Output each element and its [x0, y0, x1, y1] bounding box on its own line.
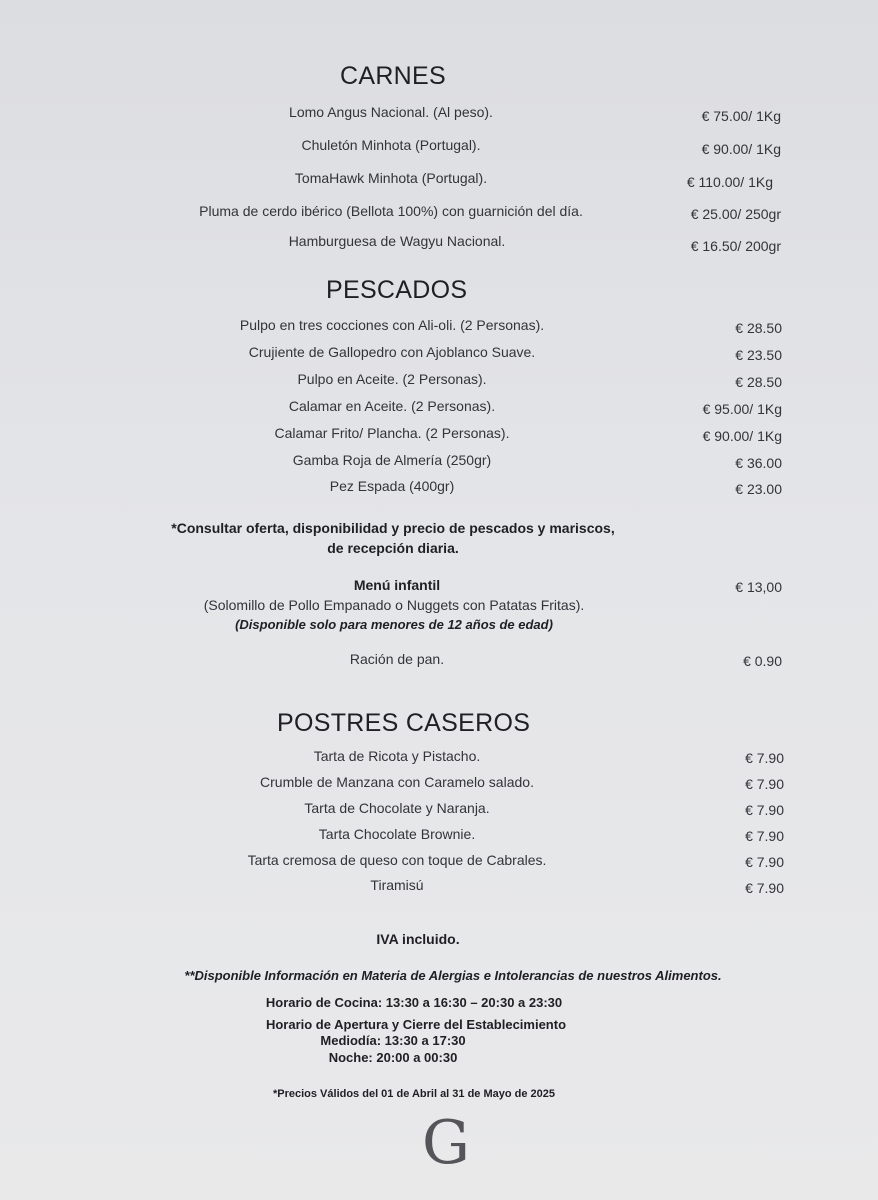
menu-item-name: Crumble de Manzana con Caramelo salado. — [260, 774, 534, 790]
menu-item-price: € 7.90 — [745, 750, 784, 766]
menu-item-price: € 90.00/ 1Kg — [702, 428, 782, 444]
validez-precios: *Precios Válidos del 01 de Abril al 31 de Mayo de 2025 — [272, 1088, 556, 1100]
menu-item-price: € 25.00/ 250gr — [690, 206, 781, 222]
menu-item-name: Tarta de Ricota y Pistacho. — [313, 748, 481, 764]
menu-item-name: Tarta de Chocolate y Naranja. — [304, 800, 490, 816]
menu-item-name: Tarta cremosa de queso con toque de Cabrales. — [247, 852, 547, 868]
menu-item-name: Crujiente de Gallopedro con Ajoblanco Suave. — [248, 344, 536, 360]
menu-item-price: € 28.50 — [735, 320, 782, 336]
menu-item-price: € 95.00/ 1Kg — [702, 401, 782, 417]
menu-item-name: Calamar en Aceite. (2 Personas). — [288, 398, 496, 414]
horario-apertura: Horario de Apertura y Cierre del Establecimiento — [265, 1017, 567, 1032]
menu-item-price: € 0.90 — [743, 653, 782, 669]
menu-item-price: € 28.50 — [735, 374, 782, 390]
menu-infantil-price: € 13,00 — [735, 579, 782, 595]
section-title-postres: POSTRES CASEROS — [277, 709, 531, 737]
menu-item-price: € 7.90 — [745, 880, 784, 896]
menu-item-price: € 23.50 — [735, 347, 782, 363]
horario-cocina: Horario de Cocina: 13:30 a 16:30 – 20:30 a 23:30 — [265, 995, 563, 1010]
menu-item-price: € 7.90 — [745, 854, 784, 870]
horario-mediodia: Mediodía: 13:30 a 17:30 — [320, 1033, 466, 1048]
menu-item-price: € 7.90 — [745, 802, 784, 818]
menu-infantil-description: (Solomillo de Pollo Empanado o Nuggets con Patatas Fritas). — [203, 597, 585, 613]
menu-item-price: € 110.00/ 1Kg — [686, 174, 773, 190]
menu-item-name: Gamba Roja de Almería (250gr) — [292, 452, 492, 468]
menu-item-name: Pez Espada (400gr) — [329, 478, 455, 494]
section-title-pescados: PESCADOS — [326, 276, 468, 304]
menu-item-name: Tiramisú — [370, 877, 424, 893]
menu-item-name: Pluma de cerdo ibérico (Bellota 100%) con guarnición del día. — [199, 203, 583, 219]
menu-item-price: € 36.00 — [735, 455, 782, 471]
menu-item-name: Hamburguesa de Wagyu Nacional. — [288, 233, 506, 249]
menu-item-price: € 75.00/ 1Kg — [701, 108, 781, 124]
menu-item-name: Ración de pan. — [349, 651, 445, 667]
consultar-note-line1: *Consultar oferta, disponibilidad y precio de pescados y mariscos, — [171, 520, 615, 536]
menu-item-name: Pulpo en tres cocciones con Ali-oli. (2 Personas). — [239, 317, 545, 333]
menu-item-price: € 7.90 — [745, 828, 784, 844]
menu-item-price: € 23.00 — [735, 481, 782, 497]
menu-item-name: Tarta Chocolate Brownie. — [318, 826, 476, 842]
menu-item-name: Pulpo en Aceite. (2 Personas). — [297, 371, 487, 387]
consultar-note-line2: de recepción diaria. — [327, 540, 459, 556]
menu-item-name: Lomo Angus Nacional. (Al peso). — [289, 104, 493, 120]
horario-noche: Noche: 20:00 a 00:30 — [328, 1050, 458, 1065]
menu-item-name: TomaHawk Minhota (Portugal). — [294, 170, 488, 186]
brand-logo: G — [422, 1108, 470, 1178]
section-title-carnes: CARNES — [340, 62, 446, 90]
iva-note: IVA incluido. — [376, 931, 460, 947]
menu-item-name: Chuletón Minhota (Portugal). — [301, 137, 481, 153]
menu-item-price: € 16.50/ 200gr — [690, 238, 781, 254]
alergias-note: **Disponible Información en Materia de Alergias e Intolerancias de nuestros Alimentos. — [184, 968, 722, 983]
menu-infantil-age-note: (Disponible solo para menores de 12 años de edad) — [235, 617, 553, 632]
menu-infantil-title: Menú infantil — [353, 577, 441, 593]
menu-item-name: Calamar Frito/ Plancha. (2 Personas). — [274, 425, 510, 441]
menu-item-price: € 90.00/ 1Kg — [701, 141, 781, 157]
menu-item-price: € 7.90 — [745, 776, 784, 792]
